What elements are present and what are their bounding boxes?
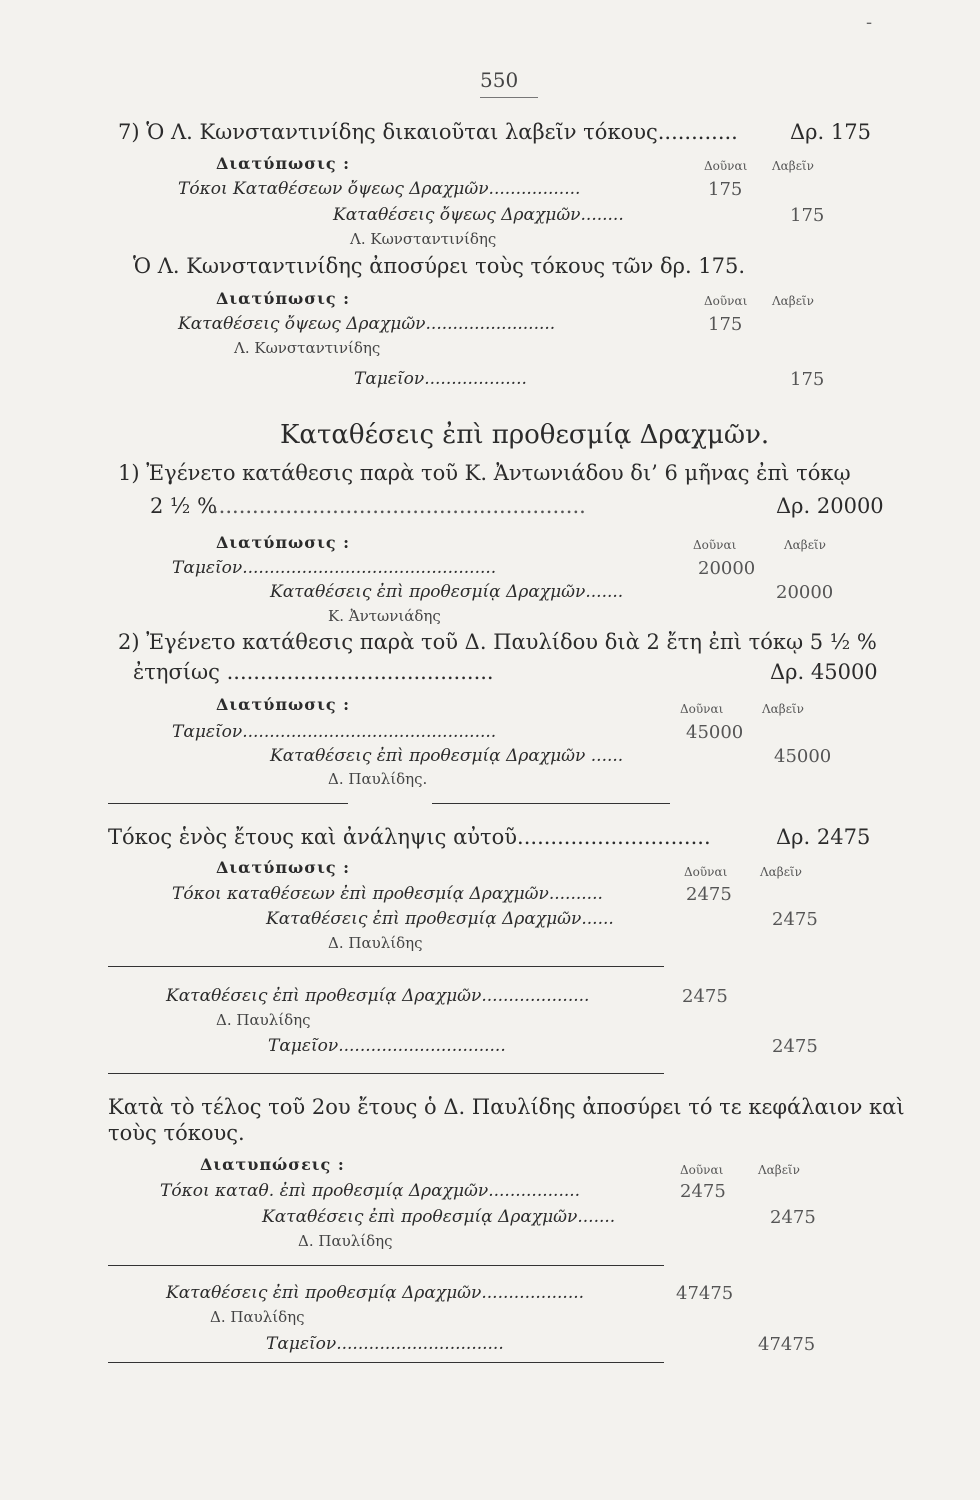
entry-debit-account: Τόκοι Καταθέσεων ὄψεως Δραχμῶν................. <box>178 179 581 199</box>
s2-paragraph-2: 2) Ἐγένετο κατάθεσις παρὰ τοῦ Δ. Παυλίδου διὰ 2 ἔτη ἐπὶ τόκῳ 5 ½ % <box>118 630 877 654</box>
diatyposis-heading: Διατύπωσις : <box>216 695 351 714</box>
s2-paragraph-1: 1) Ἐγένετο κατάθεσις παρὰ τοῦ Κ. Ἀντωνιάδου δι’ 6 μῆνας ἐπὶ τόκῳ <box>118 461 851 485</box>
ledger-rule-right <box>432 803 670 804</box>
entry-person: Δ. Παυλίδης <box>210 1308 305 1326</box>
entry-credit-amount: 175 <box>790 205 825 226</box>
entry-debit-amount: 47475 <box>676 1283 734 1304</box>
entry-credit-amount: 45000 <box>774 746 832 767</box>
entry-debit-account: Τόκοι καταθέσεων ἐπὶ προθεσμίᾳ Δραχμῶν.......... <box>172 884 603 904</box>
entry-credit-amount: 47475 <box>758 1334 816 1355</box>
s3-intro-amount: Δρ. 2475 <box>776 825 871 849</box>
entry-credit-account: Καταθέσεις ἐπὶ προθεσμίᾳ Δραχμῶν ...... <box>270 746 624 766</box>
col-label-debit: Δοῦναι <box>704 294 748 308</box>
s2-rate: 2 ½ % <box>150 494 218 518</box>
ledger-rule <box>108 1073 664 1074</box>
s4-intro: Κατὰ τὸ τέλος τοῦ 2ου ἔτους ὁ Δ. Παυλίδης ἀποσύρει τό τε κεφάλαιον καὶ <box>108 1095 905 1119</box>
page-number-underline <box>480 97 538 98</box>
entry-person: Κ. Ἀντωνιάδης <box>328 607 441 625</box>
entry-person: Λ. Κωνσταντινίδης <box>350 230 497 248</box>
col-label-credit: Λαβεῖν <box>772 159 814 173</box>
ledger-rule <box>108 1265 664 1266</box>
col-label-debit: Δοῦναι <box>684 865 728 879</box>
entry-person: Λ. Κωνσταντινίδης <box>234 339 381 357</box>
entry-person: Δ. Παυλίδης <box>216 1011 311 1029</box>
entry-credit-account: Καταθέσεις ὄψεως Δραχμῶν........ <box>333 205 624 225</box>
s2-amount-2: Δρ. 45000 <box>770 660 878 684</box>
entry-debit-account: Καταθέσεις ἐπὶ προθεσμίᾳ Δραχμῶν................... <box>166 1283 585 1303</box>
entry-credit-amount: 20000 <box>776 582 834 603</box>
entry-person: Δ. Παυλίδης. <box>328 770 428 788</box>
ledger-rule-left <box>108 803 348 804</box>
diatyposis-heading: Διατύπωσις : <box>216 289 351 308</box>
entry-credit-account: Καταθέσεις ἐπὶ προθεσμίᾳ Δραχμῶν....... <box>262 1207 616 1227</box>
ledger-rule <box>108 966 664 967</box>
col-label-credit: Λαβεῖν <box>762 702 804 716</box>
section-title: Καταθέσεις ἐπὶ προθεσμίᾳ Δραχμῶν. <box>280 420 770 450</box>
entry-person: Δ. Παυλίδης <box>328 934 423 952</box>
diatyposis-heading: Διατύπωσις : <box>216 858 351 877</box>
entry-debit-amount: 175 <box>708 314 743 335</box>
entry-debit-amount: 2475 <box>686 884 732 905</box>
diatyposis-heading: Διατυπώσεις : <box>200 1155 345 1174</box>
diatyposis-heading: Διατύπωσις : <box>216 154 351 173</box>
s2-amount-1: Δρ. 20000 <box>776 494 884 518</box>
entry-debit-amount: 175 <box>708 179 743 200</box>
entry-debit-account: Καταθέσεις ἐπὶ προθεσμίᾳ Δραχμῶν.................... <box>166 986 590 1006</box>
s1-intro-amount: Δρ. 175 <box>790 120 871 144</box>
entry-debit-account: Καταθέσεις ὄψεως Δραχμῶν........................ <box>178 314 556 334</box>
entry-credit-account: Καταθέσεις ἐπὶ προθεσμίᾳ Δραχμῶν....... <box>270 582 624 602</box>
s4-intro-cont: τοὺς τόκους. <box>108 1121 245 1145</box>
s3-intro: Τόκος ἑνὸς ἔτους καὶ ἀνάληψις αὐτοῦ............................. <box>108 825 711 849</box>
entry-credit-account: Καταθέσεις ἐπὶ προθεσμίᾳ Δραχμῶν...... <box>266 909 614 929</box>
s1-withdraw: Ὁ Λ. Κωνσταντινίδης ἀποσύρει τοὺς τόκους τῶν δρ. 175. <box>133 254 746 278</box>
entry-credit-account: Ταμεῖον................... <box>354 369 527 389</box>
entry-debit-amount: 2475 <box>680 1181 726 1202</box>
col-label-debit: Δοῦναι <box>693 538 737 552</box>
ledger-rule <box>108 1362 664 1363</box>
page-number: 550 <box>480 68 519 92</box>
col-label-credit: Λαβεῖν <box>760 865 802 879</box>
col-label-credit: Λαβεῖν <box>784 538 826 552</box>
col-label-debit: Δοῦναι <box>680 702 724 716</box>
entry-debit-amount: 20000 <box>698 558 756 579</box>
col-label-credit: Λαβεῖν <box>772 294 814 308</box>
s2-dots: ........................................................ <box>212 494 586 518</box>
entry-credit-amount: 175 <box>790 369 825 390</box>
entry-credit-amount: 2475 <box>772 909 818 930</box>
entry-debit-account: Ταμεῖον............................................... <box>172 558 497 578</box>
entry-credit-account: Ταμεῖον............................... <box>266 1334 504 1354</box>
entry-credit-amount: 2475 <box>770 1207 816 1228</box>
corner-mark: - <box>866 12 873 33</box>
col-label-debit: Δοῦναι <box>680 1163 724 1177</box>
entry-credit-account: Ταμεῖον............................... <box>268 1036 506 1056</box>
col-label-credit: Λαβεῖν <box>758 1163 800 1177</box>
entry-debit-account: Ταμεῖον............................................... <box>172 722 497 742</box>
entry-debit-amount: 2475 <box>682 986 728 1007</box>
entry-person: Δ. Παυλίδης <box>298 1232 393 1250</box>
s2-paragraph-2-cont: ἐτησίως ........................................ <box>133 660 494 684</box>
entry-debit-account: Τόκοι καταθ. ἐπὶ προθεσμίᾳ Δραχμῶν................. <box>160 1181 581 1201</box>
s1-intro: 7) Ὁ Λ. Κωνσταντινίδης δικαιοῦται λαβεῖν τόκους............ <box>118 120 738 144</box>
entry-credit-amount: 2475 <box>772 1036 818 1057</box>
col-label-debit: Δοῦναι <box>704 159 748 173</box>
diatyposis-heading: Διατύπωσις : <box>216 533 351 552</box>
entry-debit-amount: 45000 <box>686 722 744 743</box>
